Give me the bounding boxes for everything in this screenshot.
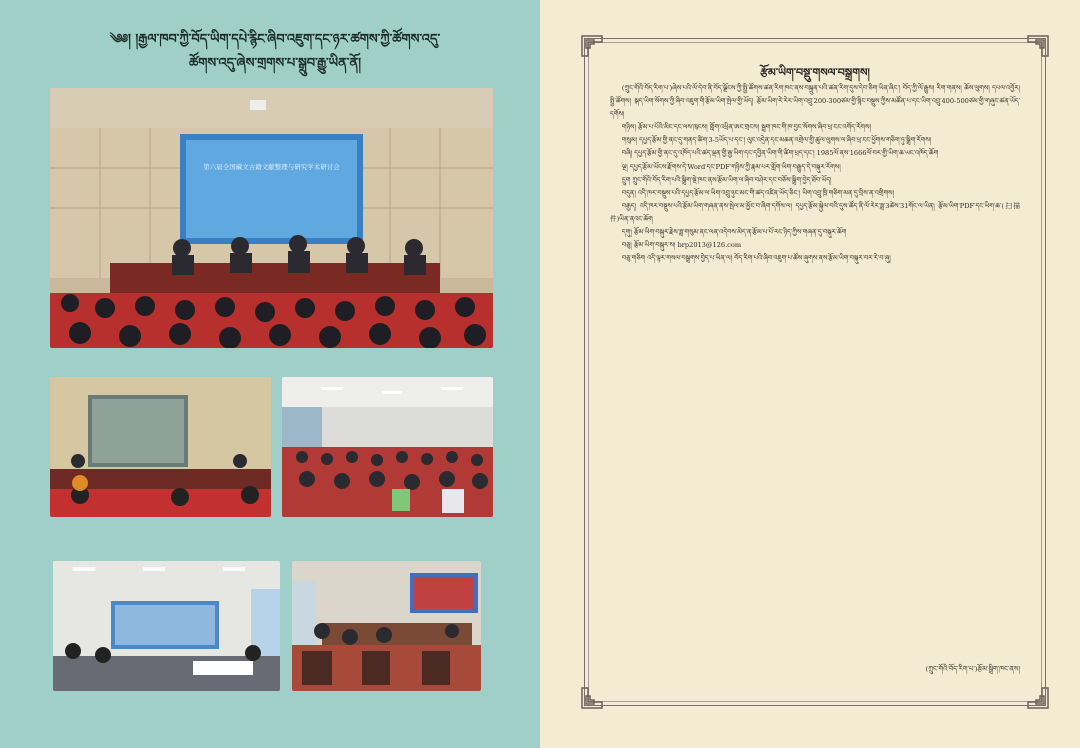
photo-meeting-room <box>53 561 280 691</box>
paragraph: ལྔ། དཔྱད་རྩོམ་ཡོངས་རྫོགས་དེ་Word་དང་PDF་གཉིས་ཀྱི་རྣམ་པར་གློག་ཡིག་བརྒྱུད་དེ་བསྐུར་རོགས། <box>621 162 841 171</box>
paragraph: བརྒྱད། འདི་ཁར་བསྡུས་པའི་རྩོམ་ཡིག་གཞན་ནས་སྤེལ་མ་མྱོང་བ་ཞིག་དགོས་ལ། དཔྱད་རྩོམ་སྐྱེལ་བའི་དུས་ཚོད་ནི་ལོ་རེར་ཟླ་3ཚེས་31གོང་ལ་ཡིན། རྩོམ་ཡིག་PDF་དང་ཡིག་ཆ་(扫描件)ཡིན་ནའང་ཆོག <box>610 201 1020 223</box>
photo-speaker-podium <box>50 377 271 517</box>
corner-ornament-icon <box>580 686 604 710</box>
signature: (ཀྲུང་གོའི་བོད་རིག་པ་)རྩོམ་སྒྲིག་ཁང་ནས། <box>925 665 1020 673</box>
left-title-line-2: ཚོགས་འདུ་ཞེས་གྲགས་པ་སྒྲུབ་རྒྱུ་ཡིན་ནོ། <box>188 56 362 71</box>
paragraph: གསུམ། དཔྱད་རྩོམ་གྱི་ནང་དུ་གནད་ཚིག་3-5ཡོད་པ་དང་། ལུང་འདྲེན་དང་མཆན་འགྲེལ་གྱི་ཚུལ་ལུགས་ལ་ཞིབ་ཕྲ་ངང་ཕྱོགས་གཅིག་ཏུ་སྒྲིག་རོགས། <box>621 136 932 145</box>
photo-audience-hall <box>282 377 493 517</box>
paragraph: གཉིས། རྩོམ་པ་པོའི་མིང་དང་ལས་ཁུངས། གློག་འཕྲིན་ཨང་གྲངས། སྦྲག་ཁང་གི་ཁ་བྱང་སོགས་ཞིབ་ཕྲ་ངང་འགོད་རོགས། <box>621 123 871 132</box>
paragraph: བཅུ་གཅིག འདི་ལྟར་གསལ་བསྒྲགས་བྱེད་པ་ཡིན་ལ། བོད་རིག་པའི་ཞིབ་འཇུག་པ་ཚོས་ཞུགས་ནས་རྩོམ་ཡིག་བསྐུར་བར་རེ་བ་ཞུ། <box>621 254 891 263</box>
paragraph: དགུ། རྩོམ་ཡིག་བསྐུར་རྗེས་ཟླ་གསུམ་ནང་ལན་འདེབས་མེད་ན་རྩོམ་པ་པོ་རང་ཉིད་ཀྱིས་གཞན་དུ་བསྐུར་ཆོག <box>621 228 847 237</box>
paragraph: བདུན། འདི་ཁར་བསྡུས་པའི་དཔྱད་རྩོམ་ལ་ཡིག་འབྲུ་ཉུང་མང་གི་ཚད་འཛིན་ཡོད་ཅིང་། ཡིག་འབྲུ་ཁྲི་གཅིག་མན་དུ་བྲིས་ན་འགྲིགས། <box>621 188 895 197</box>
photo-conference-hall <box>50 88 493 348</box>
right-page <box>540 0 1080 748</box>
paragraph: བཅུ། རྩོམ་ཡིག་བསྐུར་ས། brp2013@126.com <box>621 241 742 250</box>
paragraph: བཞི། དཔྱད་རྩོམ་གྱི་ནང་དུ་འཁོད་པའི་ཚད་ལྡན་གྱི་རྒྱ་ཡིག་དང་དབྱིན་ཡིག་གི་ཚིག་ཕྲད་དང་། 1985ལོ་ནས་1666ལོ་བར་གྱི་ཡིག་ཆ་ཡང་འཁོད་ཆོག <box>621 149 939 158</box>
corner-ornament-icon <box>1026 34 1050 58</box>
projection-caption: 第六届全国藏文古籍文献整理与研究学术研讨会 <box>203 163 340 171</box>
paragraph: (ཀྲུང་གོའི་བོད་རིག་པ་)ཞེས་པའི་ལོ་དེབ་ནི་བོད་ལྗོངས་ཀྱི་སྤྱི་ཚོགས་ཚན་རིག་ཁང་ནས་བསྐྲུན་པའི་ཚན་རིག་དུས་དེབ་ཅིག་ཡིན་ཞིང་། བོད་ཀྱི་ལོ་རྒྱུས། རིག་གནས། ཆོས་ལུགས། དཔལ་འབྱོར། སྤྱི་ཚོགས། སྐད་ཡིག་སོགས་ཀྱི་ཞིབ་འཇུག་གི་རྩོམ་ཡིག་སྤེལ་གྱི་ཡོད། རྩོམ་ཡིག་རེ་རེར་ཡིག་འབྲུ་200-300ཙམ་གྱི་སྙིང་བསྡུས་ཀྱིས་མཚོན་པ་དང་ཡིག་འབྲུ་400-500ཙམ་གྱི་གཞུང་ཚན་ཡོད་དགོས། <box>610 84 1020 119</box>
left-title-line-1: ༄༅། །རྒྱལ་ཁབ་ཀྱི་བོད་ཡིག་དཔེ་རྙིང་ཞིབ་འཇུག་དང་ཉར་ཚགས་ཀྱི་ཚོགས་འདུ་ <box>109 32 441 47</box>
paragraph: དྲུག ཀྲུང་གོའི་བོད་རིག་པའི་སྒྲིག་སྡེ་ཁང་ནས་རྩོམ་ཡིག་ལ་ཞིབ་བཤེར་དང་བཅོས་སྒྲིག་བྱེད་ཐོབ་ཡོད། <box>621 175 832 184</box>
corner-ornament-icon <box>580 34 604 58</box>
document-title: རྩོམ་ཡིག་བསྡུ་གསལ་བསྒྲགས། <box>760 66 870 79</box>
corner-ornament-icon <box>1026 686 1050 710</box>
document-body <box>610 82 1020 265</box>
photo-table-meeting <box>292 561 481 691</box>
left-page-title <box>40 28 510 76</box>
